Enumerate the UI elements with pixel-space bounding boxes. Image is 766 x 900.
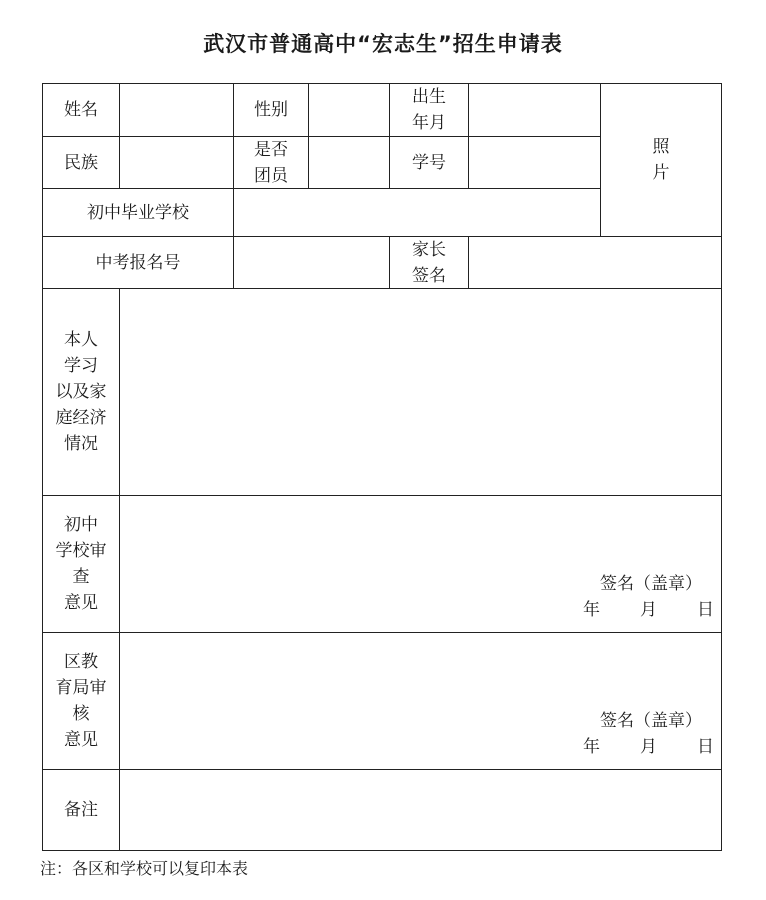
school-review-field[interactable] [120,496,721,632]
district-review-sign-stamp: 签名（盖章） [600,711,702,731]
exam-reg-no-field[interactable] [234,237,389,288]
situation-label-line: 以及家 [55,382,107,402]
parent-signature-label [390,237,468,288]
district-review-date-day: 日 [697,737,714,757]
name-label: 姓名 [64,100,98,120]
parent-signature-field[interactable] [469,237,721,288]
league-member-label [234,137,308,188]
name-field[interactable] [120,84,233,136]
district-review-label-line: 育局审 [55,678,107,698]
school-review-label-line: 查 [72,567,90,587]
birth-label-line: 出生 [412,87,446,107]
district-review-field[interactable] [120,633,721,769]
remarks-field[interactable] [120,770,721,850]
district-review-label-line: 区教 [64,652,98,672]
parent-label-line: 家长 [412,239,446,260]
ethnicity-field[interactable] [120,137,233,188]
situation-label-line: 情况 [64,434,98,454]
junior-school-field[interactable] [234,189,600,236]
school-review-label [43,496,119,632]
district-review-date-year: 年 [583,737,600,757]
situation-label [43,289,119,495]
form-title: 武汉市普通高中“宏志生”招生申请表 [203,32,563,56]
situation-field[interactable] [120,289,721,495]
league-label-line: 团员 [254,165,288,186]
school-review-label-line: 意见 [64,593,98,613]
district-review-date-month: 月 [640,737,657,757]
student-id-field[interactable] [469,137,600,188]
ethnicity-label: 民族 [64,152,98,173]
student-id-label: 学号 [412,152,446,173]
parent-label-line: 签名 [412,265,446,286]
situation-label-line: 庭经济 [55,408,107,428]
situation-label-line: 本人 [64,330,98,350]
school-review-date-year: 年 [583,600,600,620]
remarks-label: 备注 [64,800,98,820]
school-review-date-day: 日 [697,600,714,620]
exam-reg-no-label: 中考报名号 [95,252,181,273]
footnote: 注：各区和学校可以复印本表 [40,859,249,878]
photo-label-line: 片 [652,163,670,183]
junior-school-label: 初中毕业学校 [87,202,189,223]
gender-field[interactable] [309,84,389,136]
photo-box[interactable] [601,84,721,236]
situation-label-line: 学习 [64,356,98,376]
birth-field[interactable] [469,84,600,136]
gender-label: 性别 [254,100,288,120]
school-review-label-line: 初中 [64,515,98,535]
league-member-field[interactable] [309,137,389,188]
school-review-sign-stamp: 签名（盖章） [600,574,702,594]
birth-label [390,84,468,136]
district-review-label-line: 核 [72,704,90,724]
district-review-label-line: 意见 [64,730,98,750]
league-label-line: 是否 [254,139,288,160]
photo-label-line: 照 [652,137,670,157]
school-review-date-month: 月 [640,600,657,620]
birth-label-line: 年月 [412,113,446,133]
district-review-label [43,633,119,769]
application-form-table [42,83,722,851]
school-review-label-line: 学校审 [55,541,107,561]
